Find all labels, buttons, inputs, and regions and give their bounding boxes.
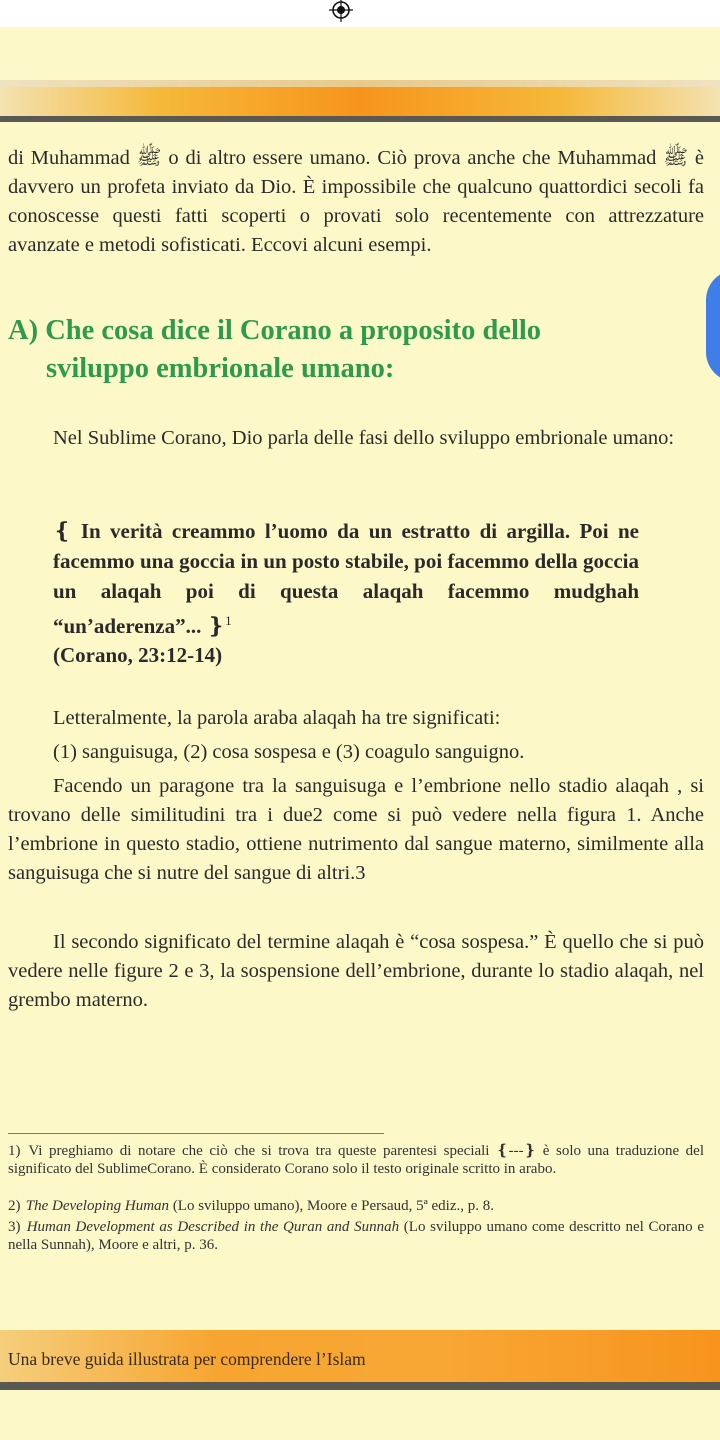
footnote-1	[8, 1142, 704, 1178]
footnote-3	[8, 1218, 704, 1254]
heading-line-2: sviluppo embrionale umano:	[46, 353, 395, 384]
footnote-title: The Developing Human	[25, 1198, 170, 1214]
intro-paragraph: di Muhammad ﷺ o di altro essere umano. Ciò prova anche che Muhammad ﷺ è davvero un profeta inviato da Dio. È impossibile che qualcuno quattordici secoli fa conoscesse questi fatti scoperti o provati solo recentemente con attrezzature avanzate e metodi sofisticati. Eccovi alcuni esempi.	[8, 147, 705, 256]
quote-text: In verità creammo l’uomo da un estratto di argilla. Poi ne facemmo una goccia in un posto stabile, poi facemmo della goccia un alaqah poi di questa alaqah facemmo mudghah “un’aderenza”...	[53, 519, 639, 638]
footnote-number: 2)	[8, 1198, 21, 1214]
side-tab[interactable]	[706, 270, 720, 382]
footnote-number: 1)	[8, 1143, 21, 1159]
quran-quote	[53, 516, 639, 641]
footnote-2	[8, 1197, 704, 1215]
footnote-number: 3)	[8, 1219, 21, 1235]
quote-reference: (Corano, 23:12-14)	[53, 643, 223, 667]
top-margin-strip	[0, 0, 720, 27]
meaning-paragraph: Letteralmente, la parola araba alaqah ha tre significati:	[53, 707, 501, 729]
footer-book-title: Una breve guida illustrata per comprendere l’Islam	[8, 1349, 366, 1369]
intro-quote-paragraph: Nel Sublime Corano, Dio parla delle fasi dello sviluppo embrionale umano:	[53, 427, 675, 449]
registration-mark-icon	[329, 0, 353, 22]
footnote-divider	[8, 1133, 384, 1134]
top-decorative-banner	[0, 80, 720, 122]
comparison-paragraph: Facendo un paragone tra la sanguisuga e l’embrione nello stadio alaqah , si trovano delle similitudini tra i due2 come si può vedere nella figura 1. Anche l’embrione in questo stadio, ottiene nutrimento dal sangue materno, similmente alla sanguisuga che si nutre del sangue di altri.3	[8, 775, 704, 884]
quote-open-bracket: ❴	[53, 518, 72, 543]
meaning-list-paragraph: (1) sanguisuga, (2) cosa sospesa e (3) coagulo sanguigno.	[53, 741, 525, 763]
section-heading	[8, 312, 648, 388]
footnote-title: Human Development as Described in the Quran and Sunnah	[26, 1219, 400, 1235]
footnote-text: (Lo sviluppo umano come descritto nel Corano e nella Sunnah), Moore e altri, p. 36.	[8, 1219, 705, 1253]
footnote-text: (Lo sviluppo umano), Moore e Persaud, 5ª ediz., p. 8.	[169, 1198, 494, 1214]
footnote-text: Vi preghiamo di notare che ciò che si trova tra queste parentesi speciali ❴---❵ è solo una traduzione del significato del SublimeCorano. È considerato Corano solo il testo originale scritto in arabo.	[8, 1143, 704, 1177]
quote-footnote-marker: 1	[225, 613, 232, 628]
heading-line-1: A) Che cosa dice il Corano a proposito dello	[8, 315, 542, 346]
quote-close-bracket: ❵	[206, 613, 226, 638]
suspension-paragraph: Il secondo significato del termine alaqah è “cosa sospesa.” È quello che si può vedere nelle figure 2 e 3, la sospensione dell’embrione, durante lo stadio alaqah, nel grembo materno.	[8, 931, 704, 1011]
